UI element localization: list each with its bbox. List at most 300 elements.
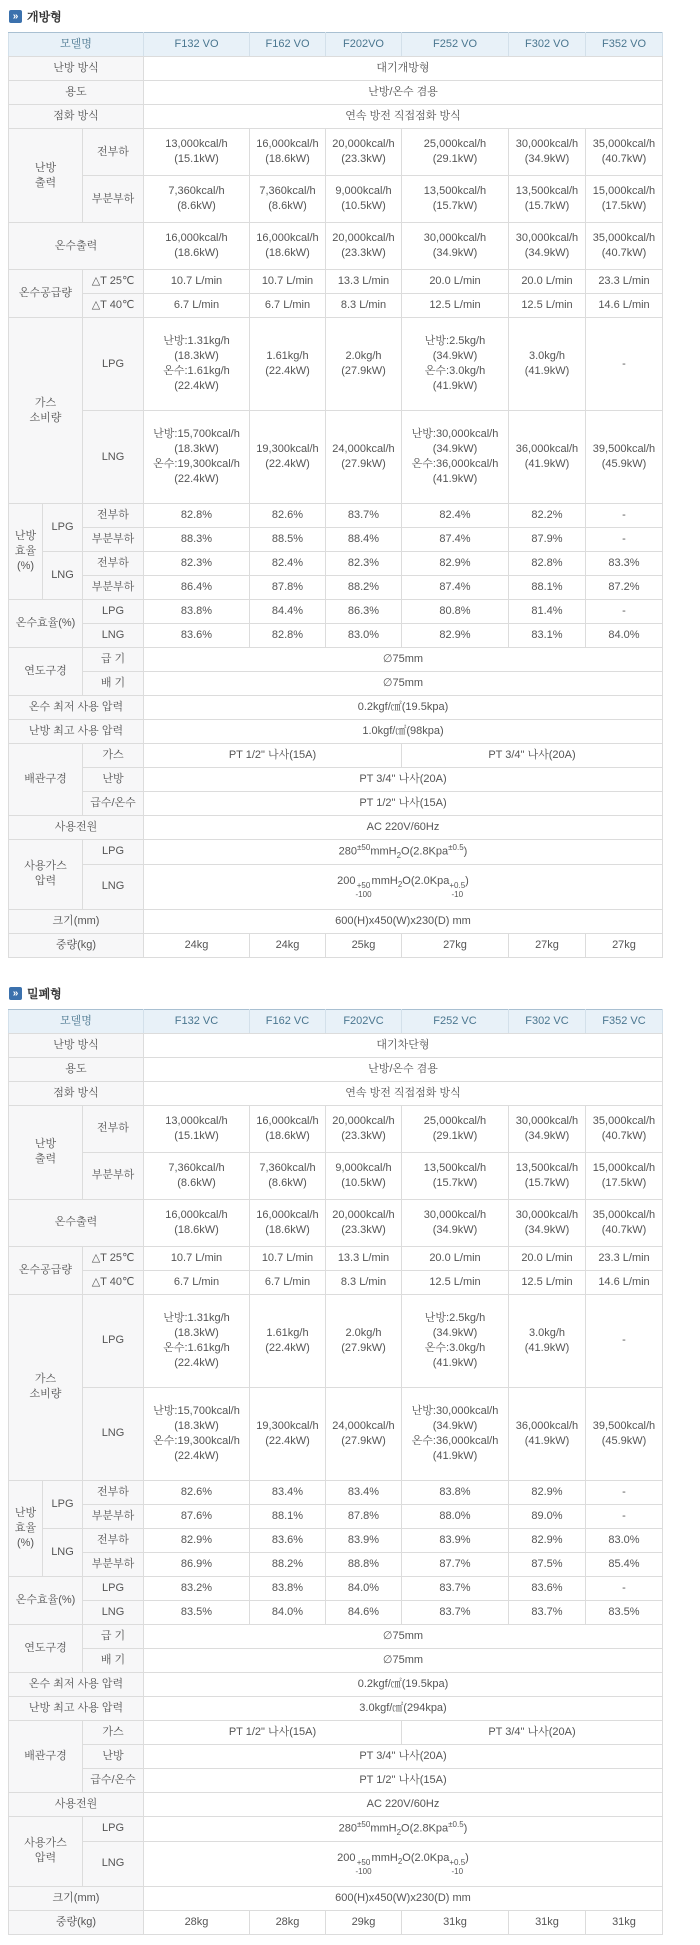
label-cell: 부분부하 bbox=[83, 1504, 144, 1528]
data-cell: 난방:30,000kcal/h (34.9kW) 온수:36,000kcal/h (41.9kW) bbox=[402, 411, 509, 504]
data-cell: PT 1/2" 나사(15A) bbox=[144, 792, 663, 816]
table-row bbox=[9, 840, 663, 865]
data-cell: ∅75mm bbox=[144, 1624, 663, 1648]
data-cell: 2.0kg/h (27.9kW) bbox=[326, 1294, 402, 1387]
table-row bbox=[9, 1480, 663, 1504]
label-cell: 난방 최고 사용 압력 bbox=[9, 720, 144, 744]
data-cell: 27kg bbox=[402, 933, 509, 957]
data-cell: 88.1% bbox=[250, 1504, 326, 1528]
table-row bbox=[9, 816, 663, 840]
data-cell: 19,300kcal/h (22.4kW) bbox=[250, 1387, 326, 1480]
data-cell: 84.0% bbox=[326, 1576, 402, 1600]
table-row bbox=[9, 1792, 663, 1816]
data-cell: 84.6% bbox=[326, 1600, 402, 1624]
table-row bbox=[9, 1057, 663, 1081]
label-cell: LNG bbox=[83, 1387, 144, 1480]
data-cell: 82.9% bbox=[509, 1528, 586, 1552]
data-cell: 86.9% bbox=[144, 1552, 250, 1576]
data-cell: 8.3 L/min bbox=[326, 1270, 402, 1294]
table-row bbox=[9, 933, 663, 957]
data-cell: 83.8% bbox=[402, 1480, 509, 1504]
label-cell: 난방 효율 (%) bbox=[9, 504, 43, 600]
label-cell: 부분부하 bbox=[83, 176, 144, 223]
data-cell: 6.7 L/min bbox=[250, 1270, 326, 1294]
data-cell: 19,300kcal/h (22.4kW) bbox=[250, 411, 326, 504]
data-cell: - bbox=[586, 1504, 663, 1528]
table-row bbox=[9, 1199, 663, 1246]
table-row bbox=[9, 552, 663, 576]
data-cell: 83.5% bbox=[144, 1600, 250, 1624]
table-row bbox=[9, 223, 663, 270]
label-cell: 전부하 bbox=[83, 552, 144, 576]
data-cell: 82.2% bbox=[509, 504, 586, 528]
label-cell: 크기(mm) bbox=[9, 909, 144, 933]
label-cell: LPG bbox=[83, 1816, 144, 1841]
data-cell: 83.5% bbox=[586, 1600, 663, 1624]
data-cell: 1.61kg/h (22.4kW) bbox=[250, 318, 326, 411]
label-cell: 가스 bbox=[83, 744, 144, 768]
data-cell: 84.0% bbox=[586, 624, 663, 648]
data-cell: 13,500kcal/h (15.7kW) bbox=[402, 176, 509, 223]
label-cell: 전부하 bbox=[83, 504, 144, 528]
data-cell: 88.4% bbox=[326, 528, 402, 552]
table-header-row bbox=[9, 33, 663, 57]
data-cell: 16,000kcal/h (18.6kW) bbox=[144, 1199, 250, 1246]
label-cell: LNG bbox=[83, 864, 144, 909]
data-cell: 8.3 L/min bbox=[326, 294, 402, 318]
table-row bbox=[9, 504, 663, 528]
data-cell: 29kg bbox=[326, 1910, 402, 1934]
label-cell: 난방 bbox=[83, 1744, 144, 1768]
data-cell: 31kg bbox=[402, 1910, 509, 1934]
data-cell: $280^{\pm 50}mmH_2O(2.8Kpa^{\pm 0.5})$ bbox=[144, 1816, 663, 1841]
data-cell: 20.0 L/min bbox=[509, 1246, 586, 1270]
table-row bbox=[9, 576, 663, 600]
label-cell: 온수 최저 사용 압력 bbox=[9, 696, 144, 720]
data-cell: 16,000kcal/h (18.6kW) bbox=[144, 223, 250, 270]
data-cell: 28kg bbox=[250, 1910, 326, 1934]
data-cell: - bbox=[586, 528, 663, 552]
label-cell: 온수출력 bbox=[9, 1199, 144, 1246]
spec-table-container-open bbox=[8, 32, 692, 958]
data-cell: 3.0kgf/㎠(294kpa) bbox=[144, 1696, 663, 1720]
data-cell: PT 3/4" 나사(20A) bbox=[144, 1744, 663, 1768]
data-cell: 81.4% bbox=[509, 600, 586, 624]
data-cell: 87.5% bbox=[509, 1552, 586, 1576]
data-cell: 31kg bbox=[509, 1910, 586, 1934]
data-cell: 80.8% bbox=[402, 600, 509, 624]
data-cell: PT 3/4" 나사(20A) bbox=[402, 744, 663, 768]
table-row bbox=[9, 864, 663, 909]
data-cell: 난방/온수 겸용 bbox=[144, 1057, 663, 1081]
label-cell: △T 25℃ bbox=[83, 1246, 144, 1270]
section-title-text: 밀폐형 bbox=[27, 986, 62, 1001]
data-cell: 85.4% bbox=[586, 1552, 663, 1576]
section-title-text: 개방형 bbox=[27, 10, 62, 24]
label-cell: LPG bbox=[83, 1576, 144, 1600]
label-cell: 배관구경 bbox=[9, 744, 83, 816]
label-cell: LPG bbox=[43, 1480, 83, 1528]
label-cell: LPG bbox=[43, 504, 83, 552]
label-cell: 크기(mm) bbox=[9, 1886, 144, 1910]
data-cell: 88.2% bbox=[326, 576, 402, 600]
table-row bbox=[9, 1696, 663, 1720]
table-row bbox=[9, 176, 663, 223]
data-cell: 600(H)x450(W)x230(D) mm bbox=[144, 909, 663, 933]
label-cell: 온수 최저 사용 압력 bbox=[9, 1672, 144, 1696]
data-cell: 13.3 L/min bbox=[326, 270, 402, 294]
data-cell: 83.2% bbox=[144, 1576, 250, 1600]
data-cell: 82.6% bbox=[144, 1480, 250, 1504]
data-cell: 난방:2.5kg/h (34.9kW) 온수:3.0kg/h (41.9kW) bbox=[402, 1294, 509, 1387]
data-cell: 84.0% bbox=[250, 1600, 326, 1624]
data-cell: 87.9% bbox=[509, 528, 586, 552]
label-cell: 온수효율(%) bbox=[9, 600, 83, 648]
data-cell: 20,000kcal/h (23.3kW) bbox=[326, 1199, 402, 1246]
table-row bbox=[9, 1294, 663, 1387]
data-cell: 82.4% bbox=[402, 504, 509, 528]
label-cell: △T 40℃ bbox=[83, 294, 144, 318]
table-row bbox=[9, 105, 663, 129]
data-cell: 12.5 L/min bbox=[509, 294, 586, 318]
data-cell: 87.2% bbox=[586, 576, 663, 600]
table-row bbox=[9, 1600, 663, 1624]
data-cell: 83.4% bbox=[326, 1480, 402, 1504]
data-cell: 31kg bbox=[586, 1910, 663, 1934]
label-cell: LNG bbox=[43, 552, 83, 600]
data-cell: 10.7 L/min bbox=[144, 270, 250, 294]
data-cell: 87.8% bbox=[250, 576, 326, 600]
data-cell: 27kg bbox=[586, 933, 663, 957]
model-header-cell: F302 VC bbox=[509, 1009, 586, 1033]
data-cell: 24kg bbox=[250, 933, 326, 957]
data-cell: 10.7 L/min bbox=[250, 270, 326, 294]
data-cell: PT 3/4" 나사(20A) bbox=[144, 768, 663, 792]
data-cell: 84.4% bbox=[250, 600, 326, 624]
table-row bbox=[9, 1081, 663, 1105]
table-row bbox=[9, 270, 663, 294]
table-row bbox=[9, 1886, 663, 1910]
data-cell: 30,000kcal/h (34.9kW) bbox=[402, 223, 509, 270]
label-cell: 용도 bbox=[9, 81, 144, 105]
data-cell: 82.3% bbox=[326, 552, 402, 576]
section-sealed-type bbox=[8, 985, 692, 1935]
label-cell: LPG bbox=[83, 840, 144, 865]
table-row bbox=[9, 648, 663, 672]
model-header-cell: F252 VC bbox=[402, 1009, 509, 1033]
label-cell: 부분부하 bbox=[83, 576, 144, 600]
data-cell: 83.7% bbox=[402, 1600, 509, 1624]
label-cell: LNG bbox=[43, 1528, 83, 1576]
data-cell: 난방/온수 겸용 bbox=[144, 81, 663, 105]
data-cell: 3.0kg/h (41.9kW) bbox=[509, 1294, 586, 1387]
data-cell: 24,000kcal/h (27.9kW) bbox=[326, 1387, 402, 1480]
table-row bbox=[9, 744, 663, 768]
data-cell: - bbox=[586, 1480, 663, 1504]
data-cell: 30,000kcal/h (34.9kW) bbox=[509, 1199, 586, 1246]
data-cell: 16,000kcal/h (18.6kW) bbox=[250, 1199, 326, 1246]
data-cell: 23.3 L/min bbox=[586, 1246, 663, 1270]
data-cell: 82.4% bbox=[250, 552, 326, 576]
section-title-open bbox=[9, 8, 692, 25]
data-cell: 36,000kcal/h (41.9kW) bbox=[509, 411, 586, 504]
data-cell: 7,360kcal/h (8.6kW) bbox=[250, 1152, 326, 1199]
data-cell: 83.8% bbox=[144, 600, 250, 624]
spec-table-open bbox=[8, 32, 663, 958]
data-cell: 200 +50 -100 mmH$_2$O(2.0Kpa +0.5 -10 ) bbox=[144, 864, 663, 909]
data-cell: 35,000kcal/h (40.7kW) bbox=[586, 129, 663, 176]
data-cell: 82.8% bbox=[250, 624, 326, 648]
table-header-row bbox=[9, 1009, 663, 1033]
data-cell: 난방:15,700kcal/h (18.3kW) 온수:19,300kcal/h (22.4kW) bbox=[144, 411, 250, 504]
data-cell: 20,000kcal/h (23.3kW) bbox=[326, 223, 402, 270]
table-row bbox=[9, 57, 663, 81]
label-cell: 연도구경 bbox=[9, 1624, 83, 1672]
data-cell: 1.61kg/h (22.4kW) bbox=[250, 1294, 326, 1387]
data-cell: 6.7 L/min bbox=[144, 294, 250, 318]
label-cell: 배 기 bbox=[83, 1648, 144, 1672]
data-cell: 87.8% bbox=[326, 1504, 402, 1528]
data-cell: 83.6% bbox=[144, 624, 250, 648]
data-cell: 83.1% bbox=[509, 624, 586, 648]
data-cell: PT 1/2" 나사(15A) bbox=[144, 1720, 402, 1744]
data-cell: 83.0% bbox=[326, 624, 402, 648]
table-row bbox=[9, 1841, 663, 1886]
data-cell: 83.8% bbox=[250, 1576, 326, 1600]
data-cell: 대기개방형 bbox=[144, 57, 663, 81]
data-cell: 13,000kcal/h (15.1kW) bbox=[144, 1105, 250, 1152]
label-cell: 난방 효율 (%) bbox=[9, 1480, 43, 1576]
section-title-sealed bbox=[9, 985, 692, 1002]
data-cell: - bbox=[586, 504, 663, 528]
data-cell: 7,360kcal/h (8.6kW) bbox=[144, 176, 250, 223]
label-cell: 전부하 bbox=[83, 1480, 144, 1504]
label-cell: 온수공급량 bbox=[9, 1246, 83, 1294]
table-row bbox=[9, 768, 663, 792]
label-cell: 부분부하 bbox=[83, 1552, 144, 1576]
table-row bbox=[9, 624, 663, 648]
data-cell: 0.2kgf/㎠(19.5kpa) bbox=[144, 696, 663, 720]
data-cell: 89.0% bbox=[509, 1504, 586, 1528]
model-header-cell: F352 VC bbox=[586, 1009, 663, 1033]
table-row bbox=[9, 129, 663, 176]
label-cell: 부분부하 bbox=[83, 1152, 144, 1199]
data-cell: 15,000kcal/h (17.5kW) bbox=[586, 176, 663, 223]
data-cell: 83.7% bbox=[509, 1600, 586, 1624]
table-row bbox=[9, 1528, 663, 1552]
data-cell: 82.9% bbox=[144, 1528, 250, 1552]
data-cell: 82.6% bbox=[250, 504, 326, 528]
label-cell: 사용가스 압력 bbox=[9, 1816, 83, 1886]
data-cell: 87.4% bbox=[402, 528, 509, 552]
data-cell: 20,000kcal/h (23.3kW) bbox=[326, 1105, 402, 1152]
data-cell: 88.8% bbox=[326, 1552, 402, 1576]
model-header-cell: F252 VO bbox=[402, 33, 509, 57]
data-cell: 82.3% bbox=[144, 552, 250, 576]
data-cell: 16,000kcal/h (18.6kW) bbox=[250, 129, 326, 176]
label-cell: 온수공급량 bbox=[9, 270, 83, 318]
data-cell: ∅75mm bbox=[144, 672, 663, 696]
label-cell: 난방 방식 bbox=[9, 57, 144, 81]
data-cell: 6.7 L/min bbox=[250, 294, 326, 318]
data-cell: 39,500kcal/h (45.9kW) bbox=[586, 1387, 663, 1480]
data-cell: 83.7% bbox=[326, 504, 402, 528]
data-cell: 83.6% bbox=[509, 1576, 586, 1600]
table-row bbox=[9, 1648, 663, 1672]
data-cell: 83.7% bbox=[402, 1576, 509, 1600]
table-row bbox=[9, 1504, 663, 1528]
data-cell: 7,360kcal/h (8.6kW) bbox=[250, 176, 326, 223]
model-header-cell: F202VO bbox=[326, 33, 402, 57]
table-row bbox=[9, 1033, 663, 1057]
bullet-arrow-icon: » bbox=[9, 10, 22, 23]
data-cell: 88.1% bbox=[509, 576, 586, 600]
data-cell: 20.0 L/min bbox=[402, 270, 509, 294]
label-cell: 전부하 bbox=[83, 129, 144, 176]
data-cell: 200 +50 -100 mmH$_2$O(2.0Kpa +0.5 -10 ) bbox=[144, 1841, 663, 1886]
data-cell: 87.6% bbox=[144, 1504, 250, 1528]
data-cell: 35,000kcal/h (40.7kW) bbox=[586, 1105, 663, 1152]
table-row bbox=[9, 672, 663, 696]
spec-table-sealed bbox=[8, 1009, 663, 1935]
data-cell: 87.7% bbox=[402, 1552, 509, 1576]
table-row bbox=[9, 909, 663, 933]
data-cell: 82.8% bbox=[144, 504, 250, 528]
label-cell: LPG bbox=[83, 318, 144, 411]
label-cell: 가스 bbox=[83, 1720, 144, 1744]
data-cell: PT 1/2" 나사(15A) bbox=[144, 744, 402, 768]
header-cell: 모델명 bbox=[9, 1009, 144, 1033]
data-cell: ∅75mm bbox=[144, 648, 663, 672]
label-cell: LNG bbox=[83, 411, 144, 504]
label-cell: 온수효율(%) bbox=[9, 1576, 83, 1624]
spec-table-container-sealed bbox=[8, 1009, 692, 1935]
data-cell: 88.0% bbox=[402, 1504, 509, 1528]
model-header-cell: F302 VO bbox=[509, 33, 586, 57]
data-cell: 39,500kcal/h (45.9kW) bbox=[586, 411, 663, 504]
data-cell: PT 1/2" 나사(15A) bbox=[144, 1768, 663, 1792]
table-row bbox=[9, 1387, 663, 1480]
data-cell: 9,000kcal/h (10.5kW) bbox=[326, 1152, 402, 1199]
label-cell: 난방 bbox=[83, 768, 144, 792]
label-cell: 점화 방식 bbox=[9, 1081, 144, 1105]
label-cell: LPG bbox=[83, 1294, 144, 1387]
label-cell: 사용전원 bbox=[9, 816, 144, 840]
table-row bbox=[9, 318, 663, 411]
label-cell: 배 기 bbox=[83, 672, 144, 696]
label-cell: 전부하 bbox=[83, 1528, 144, 1552]
label-cell: LNG bbox=[83, 1600, 144, 1624]
table-row bbox=[9, 1105, 663, 1152]
data-cell: 30,000kcal/h (34.9kW) bbox=[509, 129, 586, 176]
data-cell: 14.6 L/min bbox=[586, 294, 663, 318]
label-cell: 사용가스 압력 bbox=[9, 840, 83, 910]
data-cell: 83.4% bbox=[250, 1480, 326, 1504]
data-cell: 35,000kcal/h (40.7kW) bbox=[586, 1199, 663, 1246]
data-cell: 83.9% bbox=[402, 1528, 509, 1552]
table-row bbox=[9, 600, 663, 624]
label-cell: 점화 방식 bbox=[9, 105, 144, 129]
data-cell: 0.2kgf/㎠(19.5kpa) bbox=[144, 1672, 663, 1696]
model-header-cell: F132 VO bbox=[144, 33, 250, 57]
label-cell: 용도 bbox=[9, 1057, 144, 1081]
model-header-cell: F162 VO bbox=[250, 33, 326, 57]
data-cell: 13,500kcal/h (15.7kW) bbox=[509, 176, 586, 223]
data-cell: 83.0% bbox=[586, 1528, 663, 1552]
label-cell: 급수/온수 bbox=[83, 792, 144, 816]
label-cell: 급 기 bbox=[83, 1624, 144, 1648]
data-cell: - bbox=[586, 1576, 663, 1600]
data-cell: 28kg bbox=[144, 1910, 250, 1934]
label-cell: 급수/온수 bbox=[83, 1768, 144, 1792]
table-row bbox=[9, 1246, 663, 1270]
label-cell: 중량(kg) bbox=[9, 933, 144, 957]
data-cell: 7,360kcal/h (8.6kW) bbox=[144, 1152, 250, 1199]
label-cell: 연도구경 bbox=[9, 648, 83, 696]
table-row bbox=[9, 1624, 663, 1648]
data-cell: 30,000kcal/h (34.9kW) bbox=[509, 1105, 586, 1152]
data-cell: 1.0kgf/㎠(98kpa) bbox=[144, 720, 663, 744]
table-row bbox=[9, 1270, 663, 1294]
label-cell: LNG bbox=[83, 624, 144, 648]
label-cell: 급 기 bbox=[83, 648, 144, 672]
data-cell: 16,000kcal/h (18.6kW) bbox=[250, 1105, 326, 1152]
label-cell: △T 40℃ bbox=[83, 1270, 144, 1294]
data-cell: 82.9% bbox=[509, 1480, 586, 1504]
model-header-cell: F202VC bbox=[326, 1009, 402, 1033]
data-cell: 2.0kg/h (27.9kW) bbox=[326, 318, 402, 411]
data-cell: - bbox=[586, 318, 663, 411]
label-cell: 난방 출력 bbox=[9, 129, 83, 223]
data-cell: 83.6% bbox=[250, 1528, 326, 1552]
data-cell: 24,000kcal/h (27.9kW) bbox=[326, 411, 402, 504]
data-cell: 88.5% bbox=[250, 528, 326, 552]
table-row bbox=[9, 792, 663, 816]
data-cell: 대기차단형 bbox=[144, 1033, 663, 1057]
data-cell: 82.9% bbox=[402, 552, 509, 576]
table-row bbox=[9, 411, 663, 504]
label-cell: 난방 최고 사용 압력 bbox=[9, 1696, 144, 1720]
data-cell: $280^{\pm 50}mmH_2O(2.8Kpa^{\pm 0.5})$ bbox=[144, 840, 663, 865]
data-cell: 13,000kcal/h (15.1kW) bbox=[144, 129, 250, 176]
data-cell: 600(H)x450(W)x230(D) mm bbox=[144, 1886, 663, 1910]
label-cell: 중량(kg) bbox=[9, 1910, 144, 1934]
data-cell: 13.3 L/min bbox=[326, 1246, 402, 1270]
data-cell: 난방:1.31kg/h (18.3kW) 온수:1.61kg/h (22.4kW) bbox=[144, 1294, 250, 1387]
data-cell: 16,000kcal/h (18.6kW) bbox=[250, 223, 326, 270]
data-cell: 3.0kg/h (41.9kW) bbox=[509, 318, 586, 411]
data-cell: 연속 방전 직접점화 방식 bbox=[144, 1081, 663, 1105]
table-row bbox=[9, 528, 663, 552]
data-cell: 20,000kcal/h (23.3kW) bbox=[326, 129, 402, 176]
data-cell: 86.4% bbox=[144, 576, 250, 600]
label-cell: 전부하 bbox=[83, 1105, 144, 1152]
data-cell: 88.3% bbox=[144, 528, 250, 552]
label-cell: 가스 소비량 bbox=[9, 1294, 83, 1480]
header-cell: 모델명 bbox=[9, 33, 144, 57]
table-row bbox=[9, 294, 663, 318]
table-row bbox=[9, 1552, 663, 1576]
data-cell: 10.7 L/min bbox=[144, 1246, 250, 1270]
label-cell: 부분부하 bbox=[83, 528, 144, 552]
data-cell: 난방:2.5kg/h (34.9kW) 온수:3.0kg/h (41.9kW) bbox=[402, 318, 509, 411]
table-row bbox=[9, 1152, 663, 1199]
data-cell: 86.3% bbox=[326, 600, 402, 624]
data-cell: 13,500kcal/h (15.7kW) bbox=[402, 1152, 509, 1199]
section-open-type bbox=[8, 8, 692, 958]
data-cell: 83.9% bbox=[326, 1528, 402, 1552]
data-cell: 6.7 L/min bbox=[144, 1270, 250, 1294]
